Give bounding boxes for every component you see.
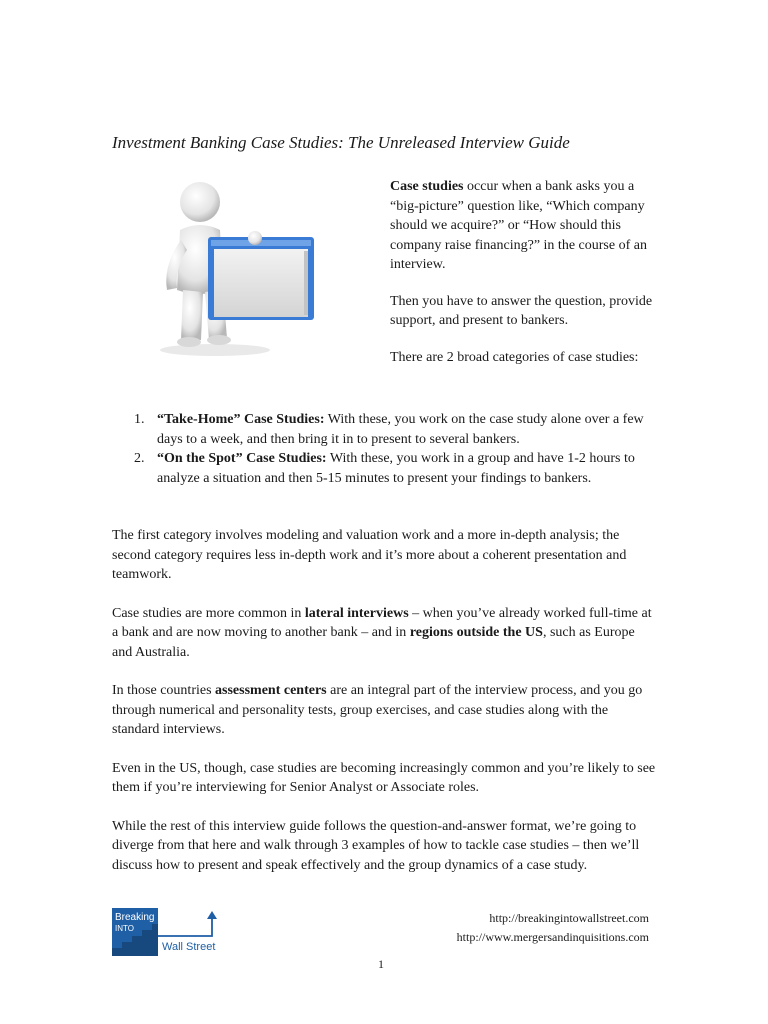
case-study-categories-list (112, 410, 657, 488)
list-number: 2. (134, 451, 145, 466)
page-number: 1 (378, 957, 384, 971)
list-item (112, 449, 657, 488)
intro-paragraph-1 (390, 177, 665, 275)
logo-text-breaking: Breaking (115, 912, 155, 923)
paragraph-us: Even in the US, though, case studies are becoming increasingly common and you’re likely to see them if you’re interviewing for Senior Analyst or Associate roles. (112, 760, 656, 795)
text-span: , such as Europe and Australia. (112, 625, 635, 660)
paragraph-assessment (112, 681, 657, 740)
breaking-into-wall-street-logo (112, 908, 224, 956)
intro-paragraph-1-text: occur when a bank asks you a “big-picture” question like, “Which company should we acquire?” or “How should this company raise financing?” in the course of an interview. (390, 179, 647, 272)
text-span: are an integral part of the interview process, and you go through numerical and personality tests, group exercises, and case studies along with the standard interviews. (112, 683, 643, 737)
paragraph-rest: While the rest of this interview guide follows the question-and-answer format, we’re going to diverge from that here and walk through 3 examples of how to tackle case studies – then we’ll discuss how to present and speak effectively and the group dynamics of a case study. (112, 818, 640, 873)
list-item-heading: “Take-Home” Case Studies: (157, 412, 325, 427)
assessment-centers-term: assessment centers (215, 683, 327, 698)
person-with-window-illustration (155, 180, 330, 360)
breakingintowallstreet-link[interactable]: http://breakingintowallstreet.com (489, 911, 649, 925)
footer-links (457, 909, 649, 946)
text-span: – when you’ve already worked full-time at a bank and are now moving to another bank – and in (112, 605, 652, 640)
mergersandinquisitions-link[interactable]: http://www.mergersandinquisitions.com (456, 929, 649, 944)
regions-outside-us-term: regions outside the US (409, 625, 543, 640)
text-span: Case studies are more common in (112, 605, 305, 621)
list-item-text: With these, you work in a group and have 1-2 hours to analyze a situation and then 5-15 minutes to present your findings to bankers. (157, 451, 635, 486)
paragraph-category: The first category involves modeling and valuation work and a more in-depth analysis; the second category requires less in-depth work and it’s more about a coherent presentation and teamwork. (112, 528, 627, 582)
list-item-heading: “On the Spot” Case Studies: (157, 451, 327, 466)
intro-paragraph-3: There are 2 broad categories of case studies: (390, 349, 639, 365)
case-studies-term: Case studies (390, 179, 464, 194)
list-item-text: With these, you work on the case study alone over a few days to a week, and then bring it in to present to several bankers. (157, 412, 644, 447)
list-item (112, 410, 657, 449)
list-number: 1. (134, 412, 145, 427)
body-text (112, 526, 657, 894)
paragraph-lateral (112, 604, 657, 663)
logo-text-wall-street: Wall Street (162, 941, 216, 953)
logo-text-into: INTO (115, 924, 134, 933)
intro-column (390, 177, 665, 384)
text-span: In those countries (112, 683, 216, 698)
lateral-interviews-term: lateral interviews (304, 605, 409, 621)
intro-paragraph-2: Then you have to answer the question, provide support, and present to bankers. (390, 293, 653, 328)
page-title: Investment Banking Case Studies: The Unreleased Interview Guide (112, 133, 570, 152)
